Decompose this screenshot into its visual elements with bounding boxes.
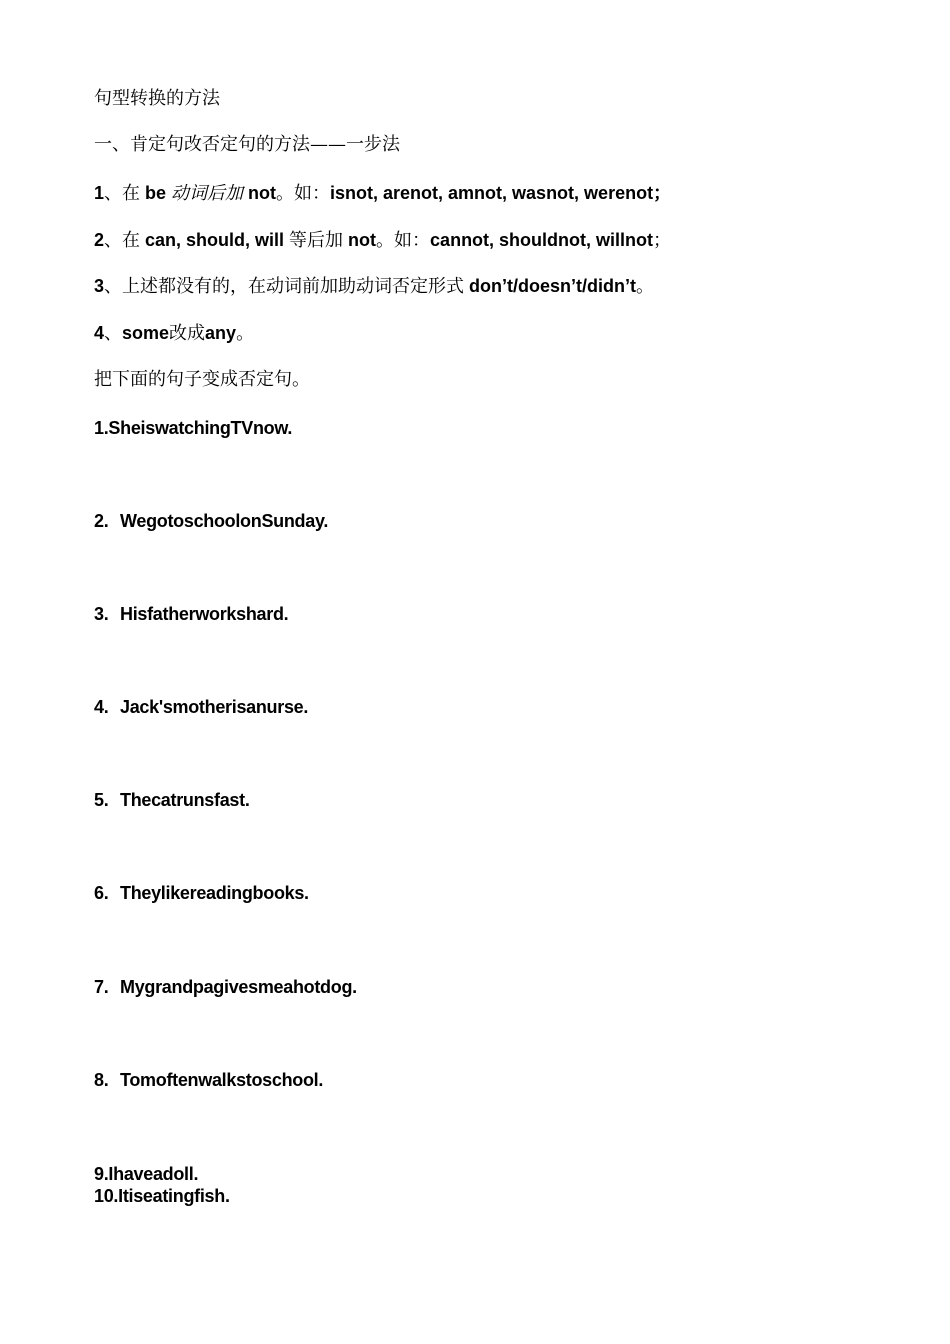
exercise-7: [94, 976, 357, 998]
rule-3-number: 3: [94, 276, 105, 296]
exercise-5-number: 5.: [94, 790, 109, 810]
rule-4-any: any: [205, 323, 237, 343]
rule-2-end: ；: [653, 230, 672, 251]
exercise-6-text: Theylikereadingbooks.: [120, 883, 309, 903]
exercise-4: [94, 696, 308, 718]
rule-2-modals: can, should, will: [140, 230, 290, 250]
rule-4-mid: 改成: [169, 323, 206, 344]
rule-2-number: 2: [94, 230, 105, 250]
exercise-6-number: 6.: [94, 883, 109, 903]
rule-1: [94, 182, 671, 205]
rule-3-text: 、上述都没有的，在动词前加助动词否定形式: [104, 276, 465, 297]
rule-4-end: 。: [236, 323, 255, 344]
exercise-3-text: Hisfatherworkshard.: [120, 604, 289, 624]
exercise-9-number: 9.: [94, 1164, 109, 1184]
rule-2-prefix: 、在: [104, 230, 141, 251]
exercise-4-text: Jack'smotherisanurse.: [120, 697, 309, 717]
rule-1-prefix: 、在: [104, 183, 141, 204]
exercise-9: [94, 1163, 198, 1185]
rule-1-not: not: [243, 183, 277, 203]
exercise-instruction: 把下面的句子变成否定句。: [94, 369, 310, 390]
rule-1-italic: 动词后加: [171, 183, 244, 204]
rule-2-mid: 等后加: [289, 230, 344, 251]
rule-1-ru: 。如：: [276, 183, 331, 204]
rule-3-forms: don’t/doesn’t/didn’t: [464, 276, 636, 296]
rule-4: [94, 322, 254, 345]
exercise-3: [94, 603, 288, 625]
rule-3: [94, 275, 654, 298]
exercise-4-number: 4.: [94, 697, 109, 717]
exercise-8-text: Tomoftenwalkstoschool.: [120, 1070, 324, 1090]
exercise-2: [94, 510, 328, 532]
rule-3-end: 。: [635, 276, 654, 297]
exercise-10: [94, 1185, 230, 1207]
exercise-7-text: Mygrandpagivesmeahotdog.: [120, 977, 357, 997]
exercise-2-number: 2.: [94, 511, 109, 531]
exercise-6: [94, 882, 309, 904]
rule-4-number: 4: [94, 323, 105, 343]
rule-1-number: 1: [94, 183, 105, 203]
exercise-3-number: 3.: [94, 604, 109, 624]
exercise-1-number: 1.: [94, 418, 109, 438]
rule-1-examples: isnot, arenot, amnot, wasnot, werenot；: [330, 183, 672, 203]
exercise-9-text: Ihaveadoll.: [108, 1164, 199, 1184]
section-heading: 一、肯定句改否定句的方法——一步法: [94, 134, 400, 155]
rule-2-not: not: [343, 230, 377, 250]
exercise-10-text: Itiseatingfish.: [118, 1186, 230, 1206]
rule-4-prefix: 、: [104, 323, 123, 344]
exercise-8-number: 8.: [94, 1070, 109, 1090]
exercise-10-number: 10.: [94, 1186, 119, 1206]
exercise-8: [94, 1069, 323, 1091]
exercise-1: [94, 417, 292, 439]
rule-2-ru: 。如：: [376, 230, 431, 251]
exercise-5: [94, 789, 250, 811]
page-title: 句型转换的方法: [94, 88, 220, 109]
exercise-1-text: SheiswatchingTVnow.: [108, 418, 293, 438]
rule-2-examples: cannot, shouldnot, willnot: [430, 230, 654, 250]
rule-1-be: be: [140, 183, 172, 203]
rule-4-some: some: [122, 323, 170, 343]
exercise-5-text: Thecatrunsfast.: [120, 790, 250, 810]
exercise-2-text: WegotoschoolonSunday.: [120, 511, 329, 531]
exercise-7-number: 7.: [94, 977, 109, 997]
rule-2: [94, 229, 671, 252]
